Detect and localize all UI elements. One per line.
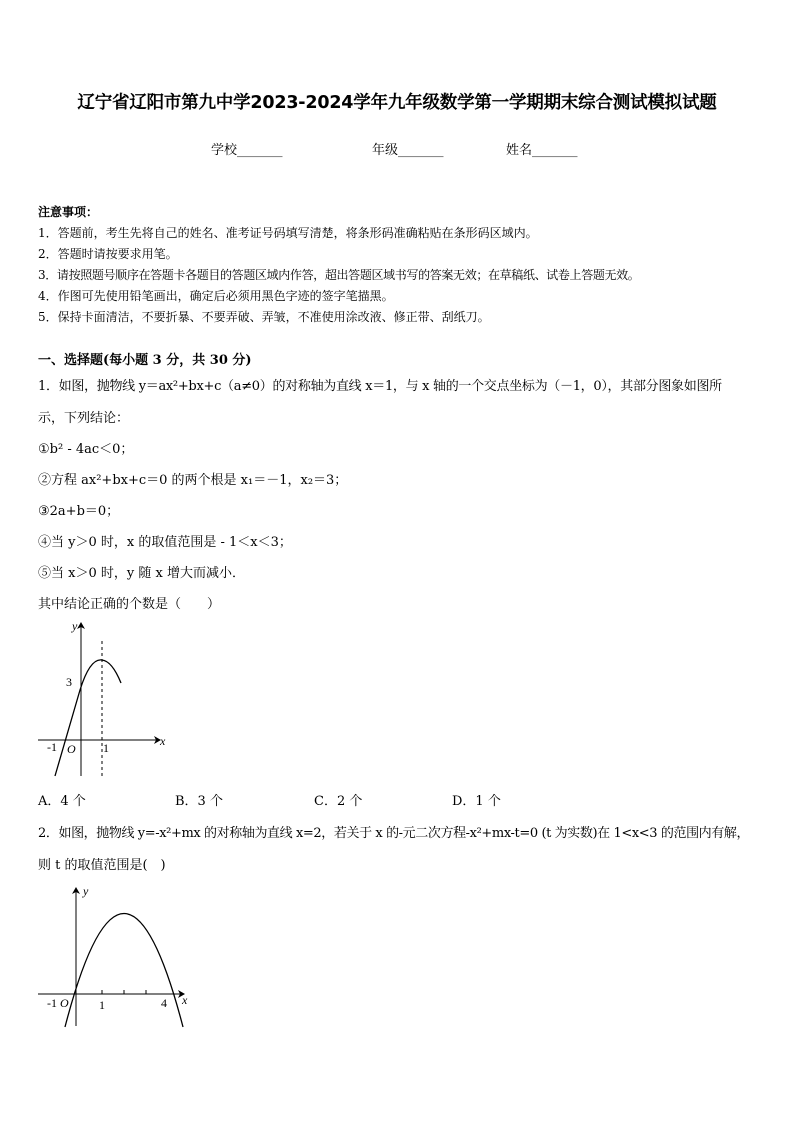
notice-item-4: 4．作图可先使用铅笔画出，确定后必须用黑色字迹的签字笔描黑。 [38, 289, 394, 303]
q1-parabola-curve [55, 660, 121, 776]
q1-tick-1: 1 [103, 741, 109, 755]
notice-item-1: 1．答题前，考生先将自己的姓名、准考证号码填写清楚，将条形码准确粘贴在条形码区域内。 [38, 226, 538, 240]
name-field: 姓名_______ [506, 143, 578, 158]
q2-parabola-figure [32, 880, 197, 1030]
q1-text-line2: 示，下列结论： [38, 411, 130, 426]
q1-text-line1: 1．如图，抛物线 y＝ax²+bx+c（a≠0）的对称轴为直线 x＝1，与 x 轴的一个交点坐标为（－1，0），其部分图象如图所 [38, 379, 722, 394]
school-field: 学校_______ [211, 143, 283, 158]
grade-field: 年级_______ [372, 143, 444, 158]
page-title: 辽宁省辽阳市第九中学2023-2024学年九年级数学第一学期期末综合测试模拟试题 [77, 93, 717, 113]
q1-option-c: C．2 个 [314, 794, 363, 809]
q1-option-d: D．1 个 [452, 794, 501, 809]
q1-y-label: y [72, 619, 78, 633]
q1-statement-3: ③2a+b＝0； [38, 504, 120, 519]
q2-tick-1: 1 [99, 998, 105, 1012]
q2-tick-4: 4 [161, 996, 167, 1010]
q1-statement-1: ①b² - 4ac＜0； [38, 442, 134, 457]
q1-tick-neg1: -1 [47, 740, 57, 754]
notice-item-3: 3．请按照题号顺序在答题卡各题目的答题区域内作答，超出答题区域书写的答案无效；在草稿纸、试卷上答题无效。 [38, 268, 640, 282]
q1-x-label: x [160, 734, 166, 748]
q2-x-label: x [182, 993, 188, 1007]
q1-option-a: A．4 个 [38, 794, 86, 809]
q2-text-line1: 2．如图，抛物线 y=-x²+mx 的对称轴为直线 x=2，若关于 x 的-元二次方程-x²+mx-t=0 (t 为实数)在 1<x<3 的范围内有解， [38, 826, 750, 841]
q1-parabola-figure [28, 615, 178, 783]
q2-tick-neg1: -1 [47, 996, 57, 1010]
q2-y-label: y [83, 884, 89, 898]
notice-item-2: 2．答题时请按要求用笔。 [38, 247, 178, 261]
q2-text-line2: 则 t 的取值范围是( ) [38, 858, 166, 873]
notice-heading: 注意事项： [38, 205, 99, 219]
q2-origin-label: O [60, 996, 69, 1010]
q1-statement-2: ②方程 ax²+bx+c＝0 的两个根是 x₁＝－1，x₂＝3； [38, 473, 348, 488]
q1-option-b: B．3 个 [175, 794, 223, 809]
q1-question: 其中结论正确的个数是（ ） [38, 597, 221, 612]
q1-tick-3: 3 [66, 675, 72, 689]
q1-statement-5: ⑤当 x＞0 时，y 随 x 增大而减小． [38, 566, 245, 581]
notice-item-5: 5．保持卡面清洁，不要折暴、不要弄破、弄皱，不准使用涂改液、修正带、刮纸刀。 [38, 310, 490, 324]
section-heading: 一、选择题(每小题 3 分，共 30 分) [38, 353, 252, 368]
q1-statement-4: ④当 y＞0 时，x 的取值范围是 - 1＜x＜3； [38, 535, 292, 550]
q1-origin-label: O [67, 742, 76, 756]
